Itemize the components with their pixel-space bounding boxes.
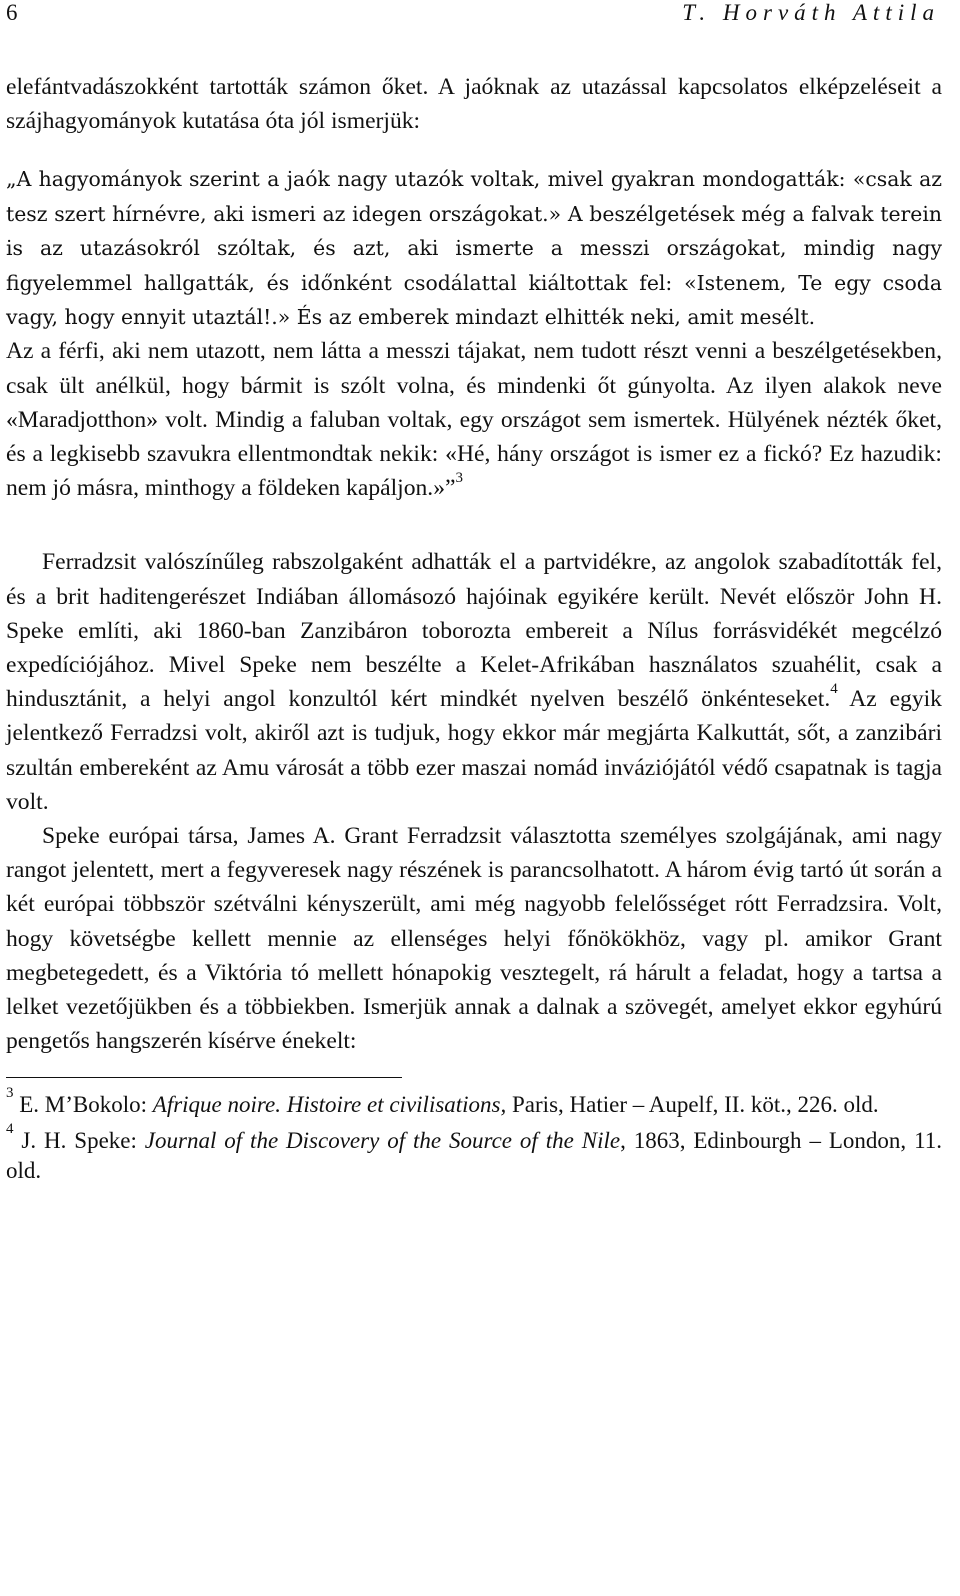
paragraph-2-text: Az a férfi, aki nem utazott, nem látta a messzi tájakat, nem tudott részt venni a beszélgetésekben, csak ült anélkül, hogy bármit is szólt volna, és mindenki őt gúnyolta. Az ilyen alakok neve «Maradjotthon» volt. Mindig a faluban voltak, egy országot sem ismertek. Hülyének nézték őket, és a legkisebb szavukra ellentmondtak nekik: «Hé, hány országot is ismer ez a fickó? Ez hazudik: nem jó másra, minthogy a földeken kapáljon.»” bbox=[6, 338, 942, 502]
running-head: T. Horváth Attila bbox=[682, 0, 940, 25]
footnote-4-title: Journal of the Discovery of the Source of the Nile bbox=[144, 1127, 621, 1153]
page-number: 6 bbox=[6, 0, 18, 25]
paragraph-1: elefántvadászokként tartották számon őket. A jaóknak az utazással kapcsolatos elképzeléseit a szájhagyományok kutatása óta jól ismerjük: bbox=[6, 74, 942, 135]
paragraph-2 bbox=[6, 334, 942, 505]
footnote-mark-3: 3 bbox=[6, 1084, 14, 1101]
footnote-divider bbox=[6, 1077, 402, 1078]
footnote-ref-4[interactable]: 4 bbox=[830, 681, 838, 698]
paragraph-4: Speke európai társa, James A. Grant Ferradzsit választotta személyes szolgájának, ami nagy rangot jelentett, mert a fegyveresek nagy részének is parancsolhatott. A három évig tartó út során a két európai többször szétválni kényszerült, ami még nagyobb felelősséget rótt Ferradzsira. Volt, hogy követségbe kellett mennie az ellenséges helyi főnökökhöz, vagy pl. amikor Grant megbetegedett, és a Viktória tó mellett hónapokig vesztegelt, rá hárult a feladat, hogy a tartsa a lelket vezetőjükben és a többiekben. Ismerjük annak a dalnak a szövegét, amelyet ekkor egyhúrú pengetős hangszerén kísérve énekelt: bbox=[6, 823, 942, 1055]
page-header bbox=[6, 0, 942, 28]
footnote-3-post: Paris, Hatier – Aupelf, II. köt., 226. old. bbox=[506, 1091, 879, 1117]
paragraph-3-text-b: Az egyik jelentkező Ferradzsi volt, akiről azt is tudjuk, hogy ekkor már megjárta Kalkuttát, sőt, a zanzibári szultán embereként az Amu városát a több ezer maszai nomád inváziójától védő csapatnak is tagja volt. bbox=[6, 686, 942, 815]
block-quote: „A hagyományok szerint a jaók nagy utazók voltak, mivel gyakran mondogatták: «csak az tesz szert hírnévre, aki ismeri az idegen országokat.» A beszélgetések még a falvak terein is az utazásokról szóltak, és azt, aki ismerte a messzi országokat, mindig nagy figyelemmel hallgatták, és időnként csodálattal kiáltottak fel: «Istenem, Te egy csoda vagy, hogy ennyit utaztál!.» És az emberek mindazt elhitték neki, amit mesélt. bbox=[6, 167, 942, 330]
footnotes bbox=[6, 1084, 942, 1186]
footnote-3-pre: E. M’Bokolo: bbox=[13, 1091, 153, 1117]
footnote-3 bbox=[6, 1084, 942, 1120]
footnote-4-pre: J. H. Speke: bbox=[13, 1127, 145, 1153]
footnote-4-post: , 1863, Edinbourgh – London, 11. old. bbox=[6, 1127, 942, 1183]
footnote-ref-3[interactable]: 3 bbox=[455, 470, 463, 487]
paragraph-3 bbox=[6, 545, 942, 819]
main-text bbox=[6, 70, 942, 1059]
footnote-mark-4: 4 bbox=[6, 1120, 14, 1137]
paragraph-3-text-a: Ferradzsit valószínűleg rabszolgaként adhatták el a partvidékre, az angolok szabadították fel, és a brit haditengerészet Indiában állomásozó hajóinak egyikére került. Nevét először John H. Speke említi, aki 1860-ban Zanzibáron toborozta embereit a Nílus forrásvidékét megcélzó expedíciójához. Mivel Speke nem beszélte a Kelet-Afrikában használatos szuahélit, csak a hindusztánit, a helyi angol konzultól kért mindkét nyelven beszélő önkénteseket. bbox=[6, 549, 942, 713]
footnote-4 bbox=[6, 1120, 942, 1186]
footnote-3-title: Afrique noire. Histoire et civilisations, bbox=[152, 1091, 507, 1117]
